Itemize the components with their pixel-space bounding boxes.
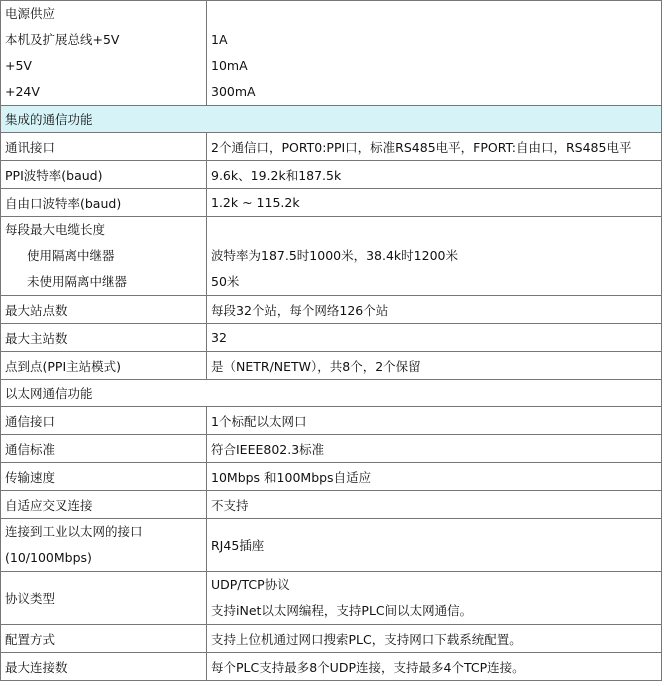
value-without-repeater: 50米	[211, 274, 240, 289]
row-cable-length	[1, 217, 662, 296]
row-eth-protocol	[1, 572, 662, 625]
value-eth-industrial: RJ45插座	[207, 519, 662, 572]
label-free-baud: 自由口波特率(baud)	[1, 189, 207, 217]
label-eth-config: 配置方式	[1, 625, 207, 653]
label-with-repeater: 使用隔离中继器	[27, 248, 115, 263]
label-eth-standard: 通信标准	[1, 435, 207, 463]
value-with-repeater: 波特率为187.5时1000米，38.4k时1200米	[211, 248, 458, 263]
label-eth-industrial-1: 连接到工业以太网的接口	[5, 524, 143, 539]
row-p2p	[1, 352, 662, 380]
power-label-24v: +24V	[5, 84, 40, 99]
eth-industrial-labels	[1, 519, 207, 572]
row-max-stations	[1, 296, 662, 324]
cable-title: 每段最大电缆长度	[5, 222, 106, 237]
value-free-baud: 1.2k ~ 115.2k	[207, 189, 662, 217]
row-free-baud	[1, 189, 662, 217]
row-eth-industrial	[1, 519, 662, 572]
label-eth-crossover: 自适应交叉连接	[1, 491, 207, 519]
value-eth-speed: 10Mbps 和100Mbps自适应	[207, 463, 662, 491]
row-comm-interface	[1, 133, 662, 161]
row-eth-speed	[1, 463, 662, 491]
row-eth-max-conn	[1, 653, 662, 681]
power-value-bus5v: 1A	[211, 32, 228, 47]
label-eth-industrial-2: (10/100Mbps)	[5, 550, 92, 565]
row-eth-crossover	[1, 491, 662, 519]
label-max-masters: 最大主站数	[1, 324, 207, 352]
row-eth-config	[1, 625, 662, 653]
section-ethernet	[1, 380, 662, 407]
power-label-5v: +5V	[5, 58, 32, 73]
value-max-masters: 32	[207, 324, 662, 352]
section-comm-title: 集成的通信功能	[1, 106, 662, 133]
section-comm	[1, 106, 662, 133]
value-p2p: 是（NETR/NETW），共8个，2个保留	[207, 352, 662, 380]
value-max-stations: 每段32个站，每个网络126个站	[207, 296, 662, 324]
power-block	[1, 1, 662, 106]
row-eth-interface	[1, 407, 662, 435]
label-eth-speed: 传输速度	[1, 463, 207, 491]
value-comm-interface: 2个通信口，PORT0:PPI口，标准RS485电平，FPORT:自由口，RS485电平	[207, 133, 662, 161]
row-max-masters	[1, 324, 662, 352]
cable-values	[207, 217, 662, 296]
power-value-24v: 300mA	[211, 84, 256, 99]
label-without-repeater: 未使用隔离中继器	[27, 274, 128, 289]
label-comm-interface: 通讯接口	[1, 133, 207, 161]
label-eth-protocol: 协议类型	[1, 572, 207, 625]
power-labels	[1, 1, 207, 106]
value-eth-standard: 符合IEEE802.3标准	[207, 435, 662, 463]
power-value-5v: 10mA	[211, 58, 248, 73]
eth-protocol-values	[207, 572, 662, 625]
cable-labels	[1, 217, 207, 296]
power-values	[207, 1, 662, 106]
label-p2p: 点到点(PPI主站模式)	[1, 352, 207, 380]
value-eth-interface: 1个标配以太网口	[207, 407, 662, 435]
value-eth-config: 支持上位机通过网口搜索PLC，支持网口下载系统配置。	[207, 625, 662, 653]
row-eth-standard	[1, 435, 662, 463]
value-eth-crossover: 不支持	[207, 491, 662, 519]
section-ethernet-title: 以太网通信功能	[1, 380, 662, 407]
value-eth-protocol-2: 支持iNet以太网编程，支持PLC间以太网通信。	[211, 603, 473, 618]
value-ppi-baud: 9.6k、19.2k和187.5k	[207, 161, 662, 189]
power-label-bus5v: 本机及扩展总线+5V	[5, 32, 120, 47]
value-eth-max-conn: 每个PLC支持最多8个UDP连接，支持最多4个TCP连接。	[207, 653, 662, 681]
label-ppi-baud: PPI波特率(baud)	[1, 161, 207, 189]
value-eth-protocol-1: UDP/TCP协议	[211, 577, 290, 592]
label-max-stations: 最大站点数	[1, 296, 207, 324]
row-ppi-baud	[1, 161, 662, 189]
power-title: 电源供应	[5, 6, 56, 21]
label-eth-interface: 通信接口	[1, 407, 207, 435]
label-eth-max-conn: 最大连接数	[1, 653, 207, 681]
